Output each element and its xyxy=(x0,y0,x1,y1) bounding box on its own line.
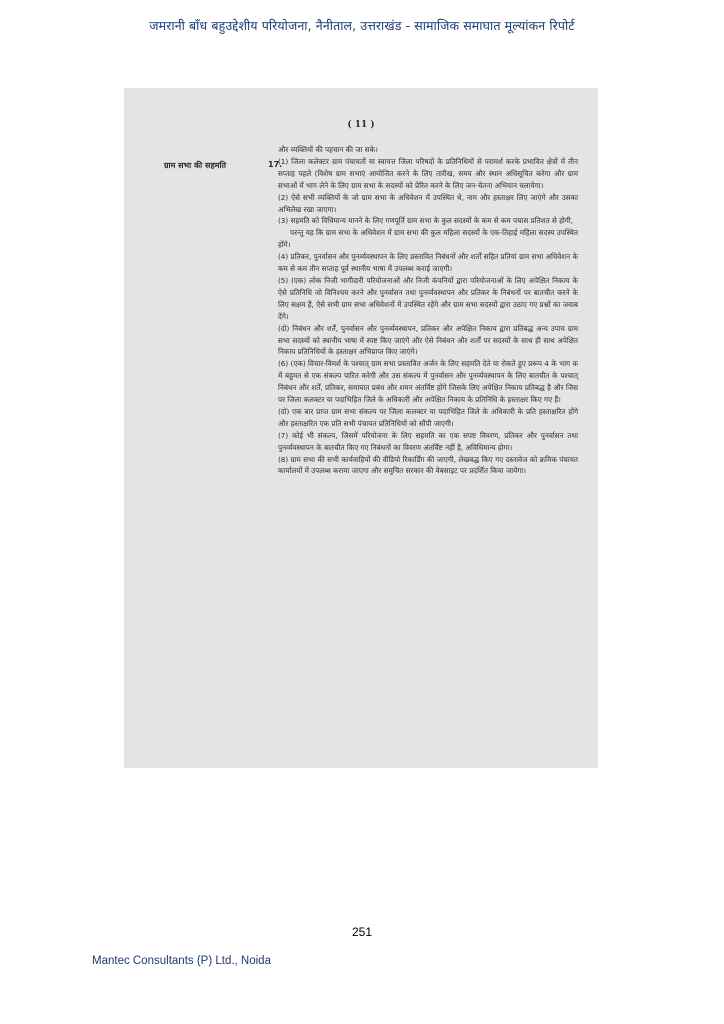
paragraph: (1) जिला कलेक्टर ग्राम पंचायतों या स्वायत्त जिला परिषदों के प्रतिनिधियों से परामर्श करके प्रभावित क्षेत्रों में तीन सप्ताह पहले (विशेष ग्राम सभाएं आयोजित करने के लिए तारीख, समय और स्थान अधिसूचित करेगा और ग्राम सभाओं में भाग लेने के लिए ग्राम सभा के सदस्यों को प्रेरित करने के लिए जन-चेतना अभियान चलायेगा। xyxy=(278,156,578,190)
paragraph: (5) (एक) लोक निजी भागीदारी परियोजनाओं और निजी कंपनियों द्वारा परियोजनाओं के लिए अपेक्षित निकाय के ऐसे प्रतिनिधि जो विनिश्चय करने और पुनर्वासन तथा पुनर्व्यवस्थापन और प्रतिकर के निबंधनों पर बातचीत करने के लिए सक्षम हैं, ऐसे सभी ग्राम सभा अधिवेशनों में उपस्थित रहेंगे और ग्राम सभा सदस्यों द्वारा उठाए गए प्रश्नों का जवाब देंगे। xyxy=(278,275,578,321)
paragraph: (8) ग्राम सभा की सभी कार्यवाहियों की वीडियो रिकार्डिंग की जाएगी, लेखबद्ध किए गए दस्तावेज को क्रमिक पंचायत कार्यालयों में उपलब्ध कराया जाएगा और समुचित सरकार की वेबसाइट पर प्रदर्शित किया जायेगा। xyxy=(278,454,578,476)
scanned-page-content xyxy=(124,88,598,768)
paragraph: और व्यक्तियों की पहचान की जा सके। xyxy=(278,145,378,154)
page-number: 251 xyxy=(351,925,373,939)
paragraph: (दो) एक बार प्राप्त ग्राम सभा संकल्प पर जिला कलक्टर या पदाभिहित जिले के अधिकारी के प्रति हस्ताक्षरित होंगे और हस्ताक्षरित एक प्रति सभी पंचायत प्रतिनिधियों को सौंपी जाएगी। xyxy=(278,406,578,428)
paragraph: परन्तु यह कि ग्राम सभा के अधिवेशन में ग्राम सभा की कुल महिला सदस्यों के एक-तिहाई महिला सदस्य उपस्थित होंगे। xyxy=(278,228,578,250)
paragraph: (4) प्रतिकर, पुनर्वासन और पुनर्व्यवस्थापन के लिए प्रस्तावित निबंधनों और शर्तों सहित प्रतियां ग्राम सभा अधिवेशन के कम से कम तीन सप्ताह पूर्व स्थानीय भाषा में उपलब्ध कराई जाएगी। xyxy=(278,252,578,274)
scanned-page-image xyxy=(124,88,598,768)
paragraph: (2) ऐसे सभी व्यक्तियों के जो ग्राम सभा के अधिवेशन में उपस्थित थे, नाम और हस्ताक्षर लिए जाएंगे और उसका अभिलेख रखा जाएगा। xyxy=(278,192,578,214)
clause-number: 17. xyxy=(268,160,283,169)
footer-company: Mantec Consultants (P) Ltd., Noida xyxy=(92,955,271,967)
paragraph: (3) सहमति को विधिमान्य मानने के लिए गणपूर्ति ग्राम सभा के कुल सदस्यों के कम से कम पचास प्रतिशत से होगी, xyxy=(278,216,573,226)
scanned-page-number: ( 11 ) xyxy=(347,120,375,130)
paragraph: (6) (एक) विचार-विमर्श के पश्चात् ग्राम सभा प्रस्तावित अर्जन के लिए सहमति देते या रोकते हुए प्ररूप 4 के भाग क में बहुमत से एक संकल्प पारित करेगी और उस संकल्प में पुनर्वासन और पुनर्व्यवस्थापन के लिए बातचीत के पश्चात् निबंधन और शर्तें, प्रतिकर, समाघात प्रबंध और शमन अंतर्विष्ट होंगे जिसके लिए अपेक्षित निकाय प्रतिबद्ध है और जिस पर जिला कलक्टर या पदाभिहित जिले के अधिकारी और अपेक्षित निकाय के प्रतिनिधि के हस्ताक्षर किए गए हैं। xyxy=(278,359,578,405)
running-header: जमरानी बाँध बहुउद्देशीय परियोजना, नैनीताल, उत्तराखंड - सामाजिक समाघात मूल्यांकन रिपोर्ट xyxy=(149,18,575,33)
paragraph: (7) कोई भी संकल्प, जिसमें परियोजना के लिए सहमति का एक सपष्ट विवरण, प्रतिकर और पुनर्वासन तथा पुनर्व्यवस्थापन के बातचीत किए गए निबंधनों का विवरण अंतर्विष्ट नहीं है, अविधिमान्य होगा। xyxy=(278,430,578,452)
clause-body xyxy=(278,144,578,477)
section-side-label: ग्राम सभा की सहमति xyxy=(164,161,227,170)
paragraph: (दो) निबंधन और शर्तें, पुनर्वासन और पुनर्व्यवस्थापन, प्रतिकर और अपेक्षित निकाय द्वारा प्रतिबद्ध अन्य उपाय ग्राम सभा सदस्यों को स्थानीय भाषा में स्पष्ट किए जाएंगे और ऐसे निबंधन और शर्तों पर सदस्यों के साथ ही साथ अपेक्षित निकाय प्रतिनिधियों के हस्ताक्षर अभिप्राप्त किए जाएंगे। xyxy=(278,323,578,357)
